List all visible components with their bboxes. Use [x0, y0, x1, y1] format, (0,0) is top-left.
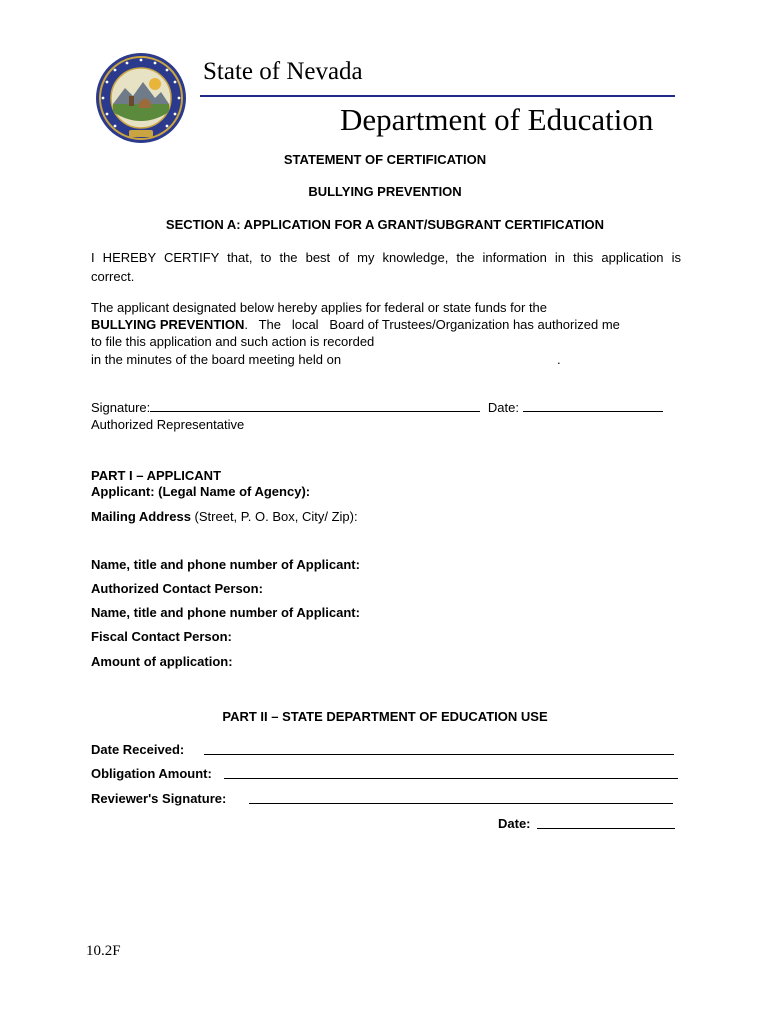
mailing-address-label — [91, 508, 358, 525]
applicant-name-title-label-1: Name, title and phone number of Applicant: — [91, 557, 360, 572]
applicant-para-line-3: to file this application and such action is recorded — [91, 334, 375, 349]
part-2-heading: PART II – STATE DEPARTMENT OF EDUCATION USE — [222, 709, 548, 724]
part-2-date-label: Date: — [498, 816, 531, 831]
obligation-amount-label: Obligation Amount: — [91, 766, 212, 781]
amount-label: Amount of application: — [91, 654, 233, 669]
section-a-title: SECTION A: APPLICATION FOR A GRANT/SUBGRANT CERTIFICATION — [165, 217, 605, 232]
applicant-para-line-4: in the minutes of the board meeting held on — [91, 352, 342, 367]
program-title: BULLYING PREVENTION — [308, 184, 462, 199]
fiscal-contact-label: Fiscal Contact Person: — [91, 629, 232, 644]
nevada-state-seal — [95, 52, 187, 144]
legal-name-label: Applicant: (Legal Name of Agency): — [91, 484, 311, 499]
program-name-inline: BULLYING PREVENTION — [91, 317, 245, 332]
date-received-label: Date Received: — [91, 742, 185, 757]
signature-field[interactable] — [150, 399, 480, 412]
certify-line-2: correct. — [91, 269, 135, 284]
mailing-address-label-bold: Mailing Address — [91, 509, 191, 524]
statement-title: STATEMENT OF CERTIFICATION — [283, 152, 487, 167]
applicant-para-line-1: The applicant designated below hereby applies for federal or state funds for the — [91, 300, 548, 315]
mailing-address-label-rest: (Street, P. O. Box, City/ Zip): — [190, 509, 358, 524]
signature-date-field[interactable] — [523, 399, 663, 412]
date-received-field[interactable] — [204, 742, 674, 755]
authorized-representative-caption: Authorized Representative — [91, 417, 245, 432]
applicant-name-title-label-2: Name, title and phone number of Applicant: — [91, 605, 360, 620]
header-rule — [200, 95, 675, 97]
applicant-para-line-2-rest: . The local Board of Trustees/Organization has authorized me — [244, 317, 620, 332]
applicant-para-line-2 — [91, 316, 620, 333]
part-2-date-field[interactable] — [537, 816, 675, 829]
meeting-date-period: . — [557, 352, 561, 367]
obligation-amount-field[interactable] — [224, 766, 678, 779]
reviewer-signature-label: Reviewer's Signature: — [91, 791, 227, 806]
form-number: 10.2F — [86, 943, 121, 959]
authorized-contact-label: Authorized Contact Person: — [91, 581, 263, 596]
state-title: State of Nevada — [203, 58, 363, 85]
signature-label: Signature: — [91, 400, 151, 415]
department-title: Department of Education — [340, 102, 654, 137]
signature-date-label: Date: — [487, 400, 519, 415]
certify-line-1: I HEREBY CERTIFY that, to the best of my knowledge, the information in this application is — [91, 250, 681, 265]
signature-row — [91, 399, 663, 416]
reviewer-signature-field[interactable] — [249, 791, 673, 804]
part-1-heading: PART I – APPLICANT — [91, 468, 222, 483]
